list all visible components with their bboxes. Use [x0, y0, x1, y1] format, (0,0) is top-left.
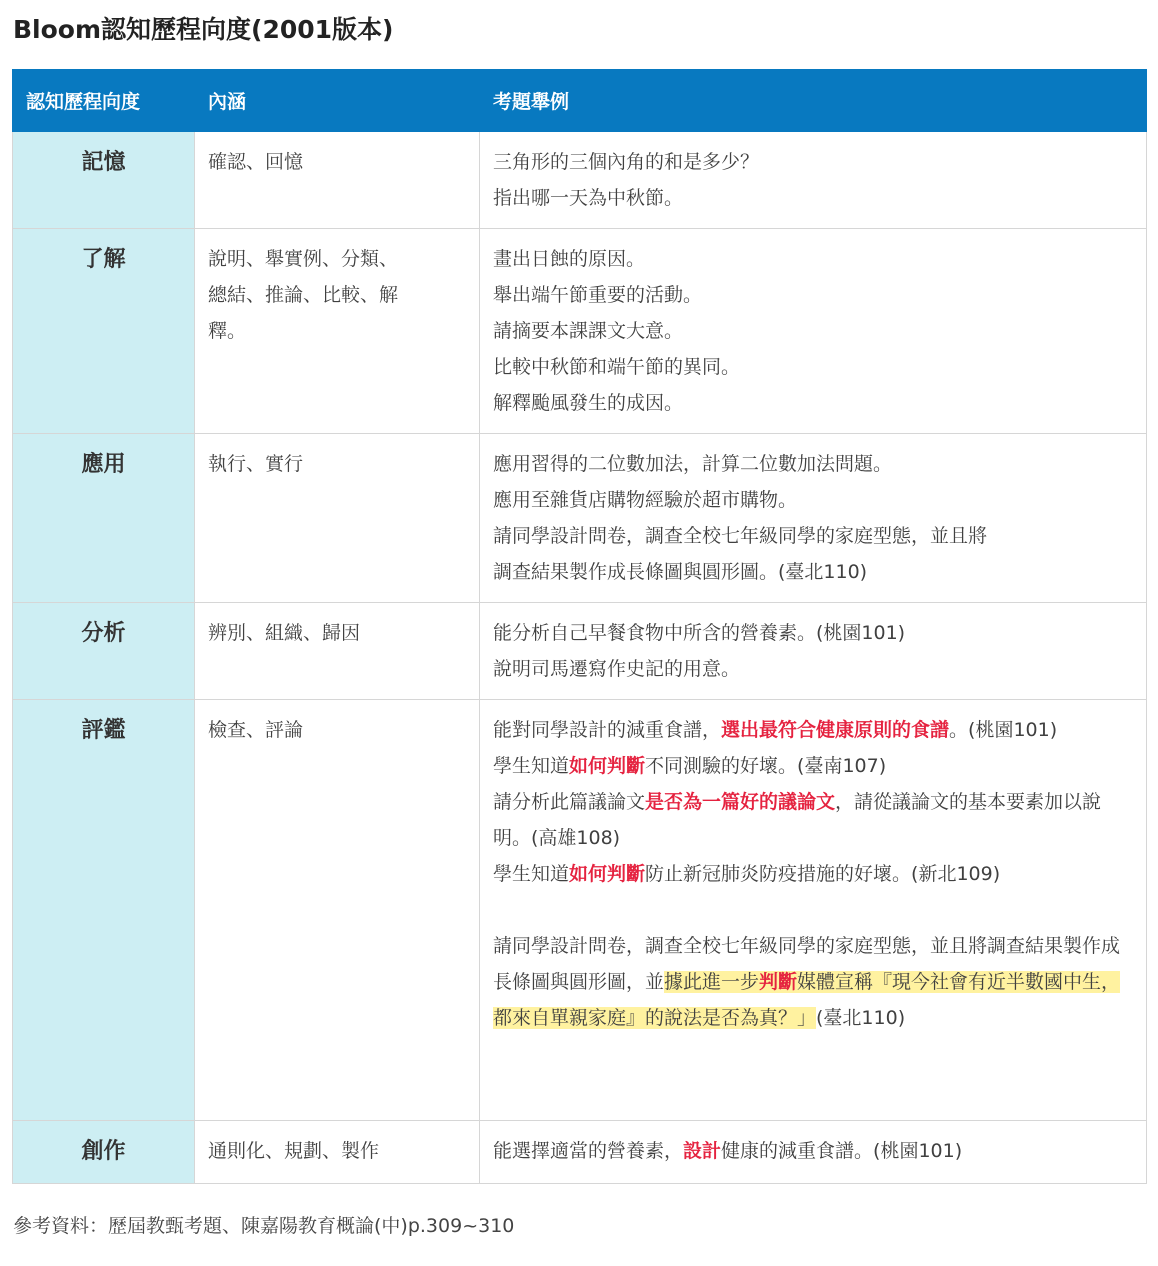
dimension-cell: 了解 [13, 229, 195, 434]
table-header-row [13, 70, 1147, 132]
dimension-cell: 應用 [13, 434, 195, 603]
example-line: 應用習得的二位數加法，計算二位數加法問題。 [493, 453, 893, 475]
table-row [13, 603, 1147, 700]
meaning-line: 釋。 [208, 320, 247, 342]
dimension-cell: 分析 [13, 603, 195, 700]
example-line: 請摘要本課課文大意。 [493, 320, 684, 342]
examples-cell [480, 603, 1147, 700]
examples-cell [480, 132, 1147, 229]
emphasis-text: 是否為一篇好的議論文 [645, 791, 836, 813]
reference-note: 參考資料：歷屆教甄考題、陳嘉陽教育概論(中)p.309~310 [13, 1215, 515, 1237]
table-row [13, 700, 1147, 1121]
dimension-cell: 評鑑 [13, 700, 195, 1121]
emphasis-text: 如何判斷 [569, 863, 646, 885]
table-row [13, 229, 1147, 434]
table-row [13, 132, 1147, 229]
dimension-cell: 創作 [13, 1121, 195, 1184]
example-line: 能分析自己早餐食物中所含的營養素。(桃園101) [493, 622, 906, 644]
example-line: 舉出端午節重要的活動。 [493, 284, 703, 306]
header-examples: 考題舉例 [480, 70, 1147, 132]
table-row [13, 1121, 1147, 1184]
example-line: 調查結果製作成長條圖與圓形圖。(臺北110) [493, 561, 868, 583]
examples-cell [480, 229, 1147, 434]
examples-cell [480, 700, 1147, 1121]
example-line: 畫出日蝕的原因。 [493, 248, 646, 270]
example-line: 應用至雜貨店購物經驗於超市購物。 [493, 489, 798, 511]
meaning-cell: 執行、實行 [195, 434, 480, 603]
header-dimension: 認知歷程向度 [13, 70, 195, 132]
highlighted-text: 據此進一步判斷媒體宣稱『現今社會有近半數國中生，都來自單親家庭』的說法是否為真？」 [493, 971, 1121, 1029]
meaning-cell: 通則化、規劃、製作 [195, 1121, 480, 1184]
example-line: 學生知道如何判斷防止新冠肺炎防疫措施的好壞。(新北109) [493, 863, 1001, 885]
example-line: 說明司馬遷寫作史記的用意。 [493, 658, 741, 680]
examples-cell [480, 434, 1147, 603]
meaning-cell [195, 229, 480, 434]
meaning-cell: 檢查、評論 [195, 700, 480, 1121]
bloom-table [12, 69, 1147, 1184]
example-line: 能選擇適當的營養素，設計健康的減重食譜。(桃園101) [493, 1140, 963, 1162]
meaning-cell: 辨別、組織、歸因 [195, 603, 480, 700]
example-line: 請同學設計問卷，調查全校七年級同學的家庭型態，並且將 [493, 525, 988, 547]
example-line: 三角形的三個內角的和是多少？ [493, 151, 760, 173]
emphasis-text: 設計 [683, 1140, 722, 1162]
page-title: Bloom認知歷程向度(2001版本) [13, 15, 394, 44]
emphasis-text: 如何判斷 [569, 755, 646, 777]
examples-cell [480, 1121, 1147, 1184]
dimension-cell: 記憶 [13, 132, 195, 229]
header-meaning: 內涵 [195, 70, 480, 132]
example-line: 指出哪一天為中秋節。 [493, 187, 684, 209]
table-row [13, 434, 1147, 603]
meaning-cell: 確認、回憶 [195, 132, 480, 229]
emphasis-text: 判斷 [759, 971, 798, 993]
example-line: 能對同學設計的減重食譜，選出最符合健康原則的食譜。(桃園101) [493, 719, 1058, 741]
example-line: 學生知道如何判斷不同測驗的好壞。(臺南107) [493, 755, 887, 777]
meaning-line: 說明、舉實例、分類、 [208, 248, 399, 270]
example-line: 請分析此篇議論文是否為一篇好的議論文，請從議論文的基本要素加以說明。(高雄108) [493, 791, 1102, 849]
emphasis-text: 選出最符合健康原則的食譜 [721, 719, 950, 741]
example-line: 請同學設計問卷，調查全校七年級同學的家庭型態，並且將調查結果製作成長條圖與圓形圖，並據此進一步判斷媒體宣稱『現今社會有近半數國中生，都來自單親家庭』的說法是否為真？」(臺北110) [493, 935, 1121, 1029]
meaning-line: 總結、推論、比較、解 [208, 284, 399, 306]
example-line: 解釋颱風發生的成因。 [493, 392, 684, 414]
example-line: 比較中秋節和端午節的異同。 [493, 356, 741, 378]
spacer [493, 892, 1133, 928]
